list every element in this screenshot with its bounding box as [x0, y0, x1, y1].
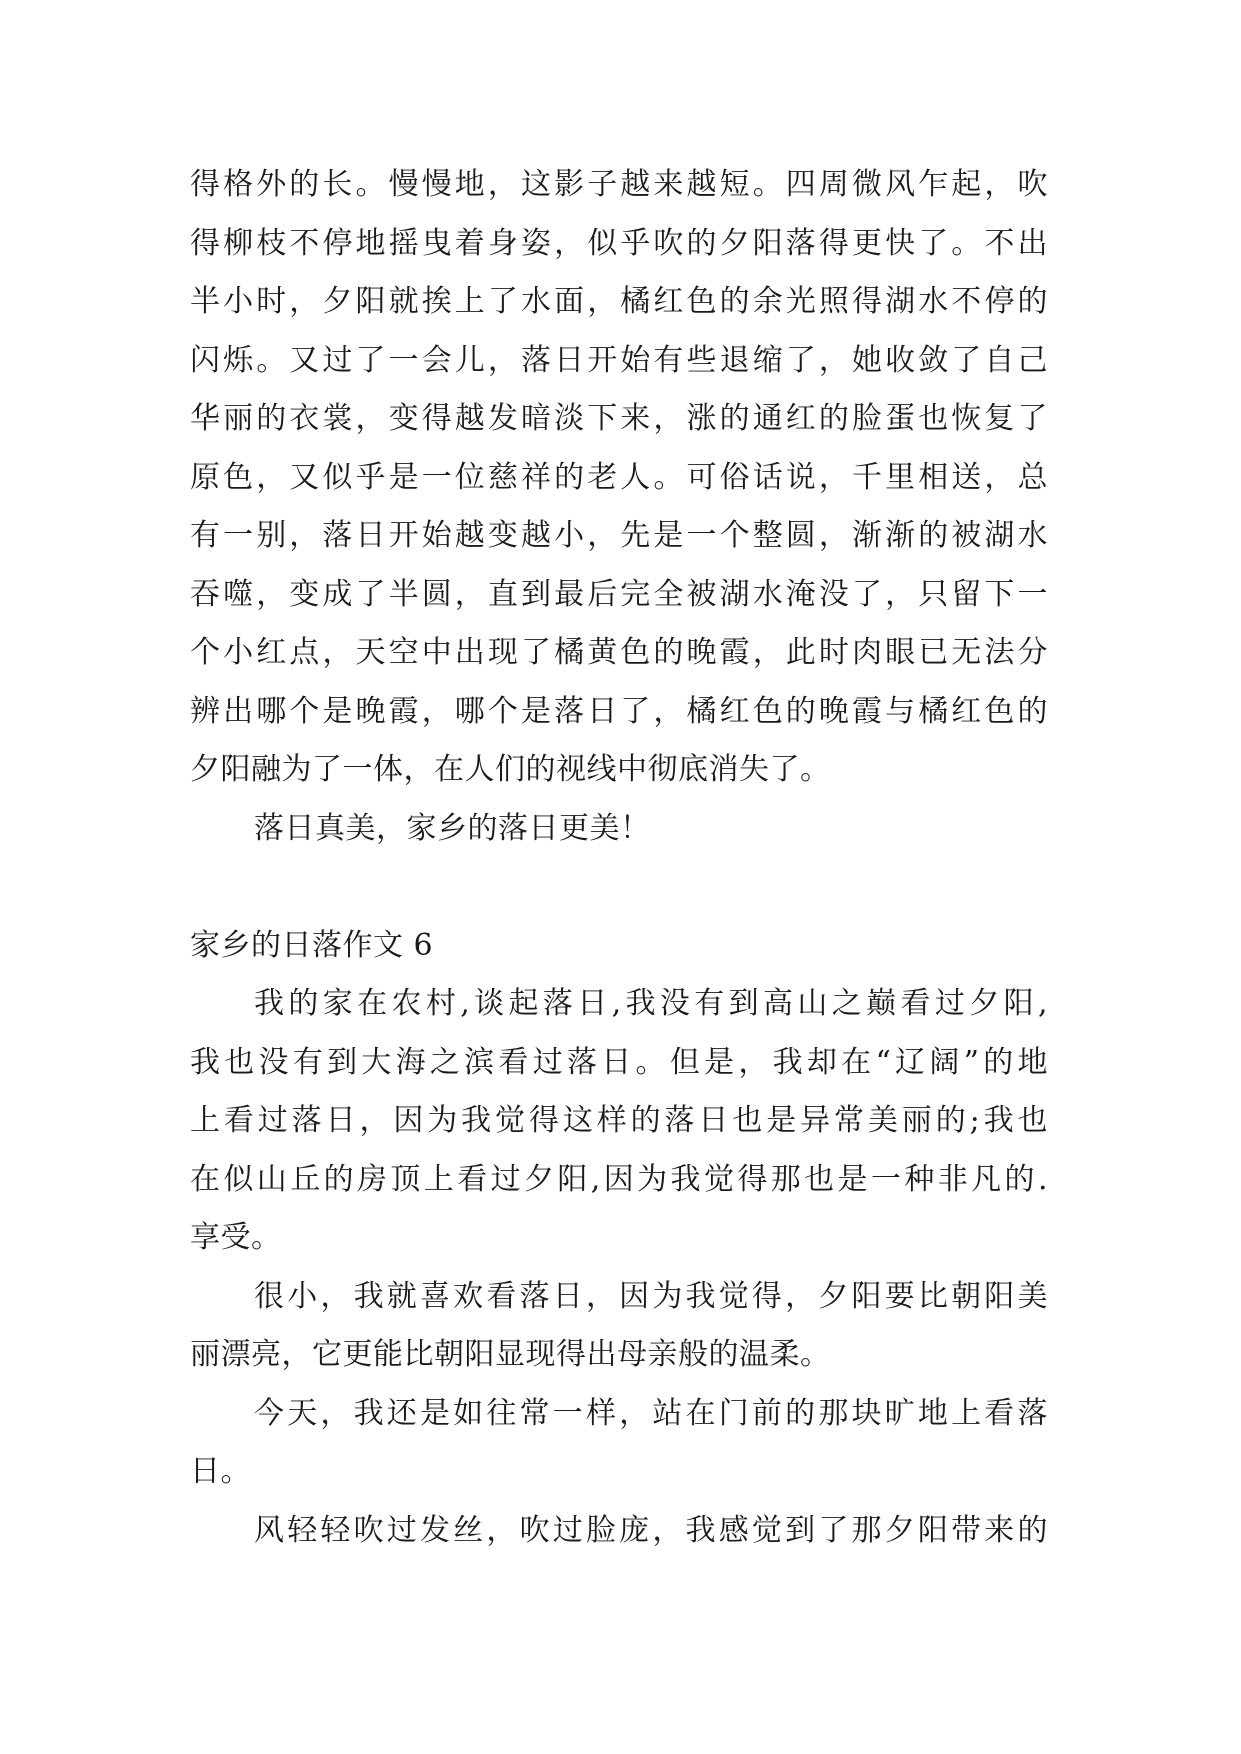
text-line: 我也没有到大海之滨看过落日。但是，我却在“辽阔”的地 [190, 1044, 1048, 1080]
text-line: 原色，又似乎是一位慈祥的老人。可俗话说，千里相送，总 [190, 459, 1048, 495]
text-line: 丽漂亮，它更能比朝阳显现得出母亲般的温柔。 [190, 1337, 831, 1372]
paragraph-childhood [190, 1268, 1048, 1385]
text-line: 辨出哪个是晚霞，哪个是落日了，橘红色的晚霞与橘红色的 [190, 693, 1048, 729]
paragraph-conclusion [190, 800, 1048, 859]
paragraph-intro [190, 975, 1048, 1268]
text-line: 日。 [190, 1454, 251, 1489]
paragraph-wind [190, 1502, 1048, 1561]
text-line: 在似山丘的房顶上看过夕阳,因为我觉得那也是一种非凡的. [190, 1161, 1048, 1197]
text-line: 得柳枝不停地摇曳着身姿，似乎吹的夕阳落得更快了。不出 [190, 225, 1048, 261]
paragraph-today [190, 1385, 1048, 1502]
text-line: 落日真美，家乡的落日更美！ [254, 810, 651, 846]
text-line: 很小，我就喜欢看落日，因为我觉得，夕阳要比朝阳美 [254, 1278, 1048, 1314]
document-page [190, 156, 1048, 1560]
text-line: 华丽的衣裳，变得越发暗淡下来，涨的通红的脸蛋也恢复了 [190, 401, 1048, 436]
text-line: 风轻轻吹过发丝，吹过脸庞，我感觉到了那夕阳带来的 [254, 1512, 1048, 1548]
text-line: 个小红点，天空中出现了橘黄色的晚霞，此时肉眼已无法分 [190, 635, 1048, 670]
text-line: 吞噬，变成了半圆，直到最后完全被湖水淹没了，只留下一 [190, 576, 1048, 612]
text-line: 得格外的长。慢慢地，这影子越来越短。四周微风乍起，吹 [190, 167, 1048, 202]
text-line: 半小时，夕阳就挨上了水面，橘红色的余光照得湖水不停的 [190, 284, 1048, 319]
text-line: 夕阳融为了一体，在人们的视线中彻底消失了。 [190, 752, 831, 787]
section-title: 家乡的日落作文 6 [190, 927, 434, 963]
paragraph-sunset-description [190, 156, 1048, 800]
text-line: 我的家在农村,谈起落日,我没有到高山之巅看过夕阳, [254, 986, 1048, 1021]
text-line: 今天，我还是如往常一样，站在门前的那块旷地上看落 [254, 1395, 1048, 1431]
spacer [190, 858, 1048, 917]
text-line: 有一别，落日开始越变越小，先是一个整圆，渐渐的被湖水 [190, 518, 1048, 553]
text-line: 上看过落日，因为我觉得这样的落日也是异常美丽的;我也 [190, 1103, 1048, 1138]
text-line: 享受。 [190, 1220, 282, 1255]
text-line: 闪烁。又过了一会儿，落日开始有些退缩了，她收敛了自己 [190, 342, 1048, 378]
